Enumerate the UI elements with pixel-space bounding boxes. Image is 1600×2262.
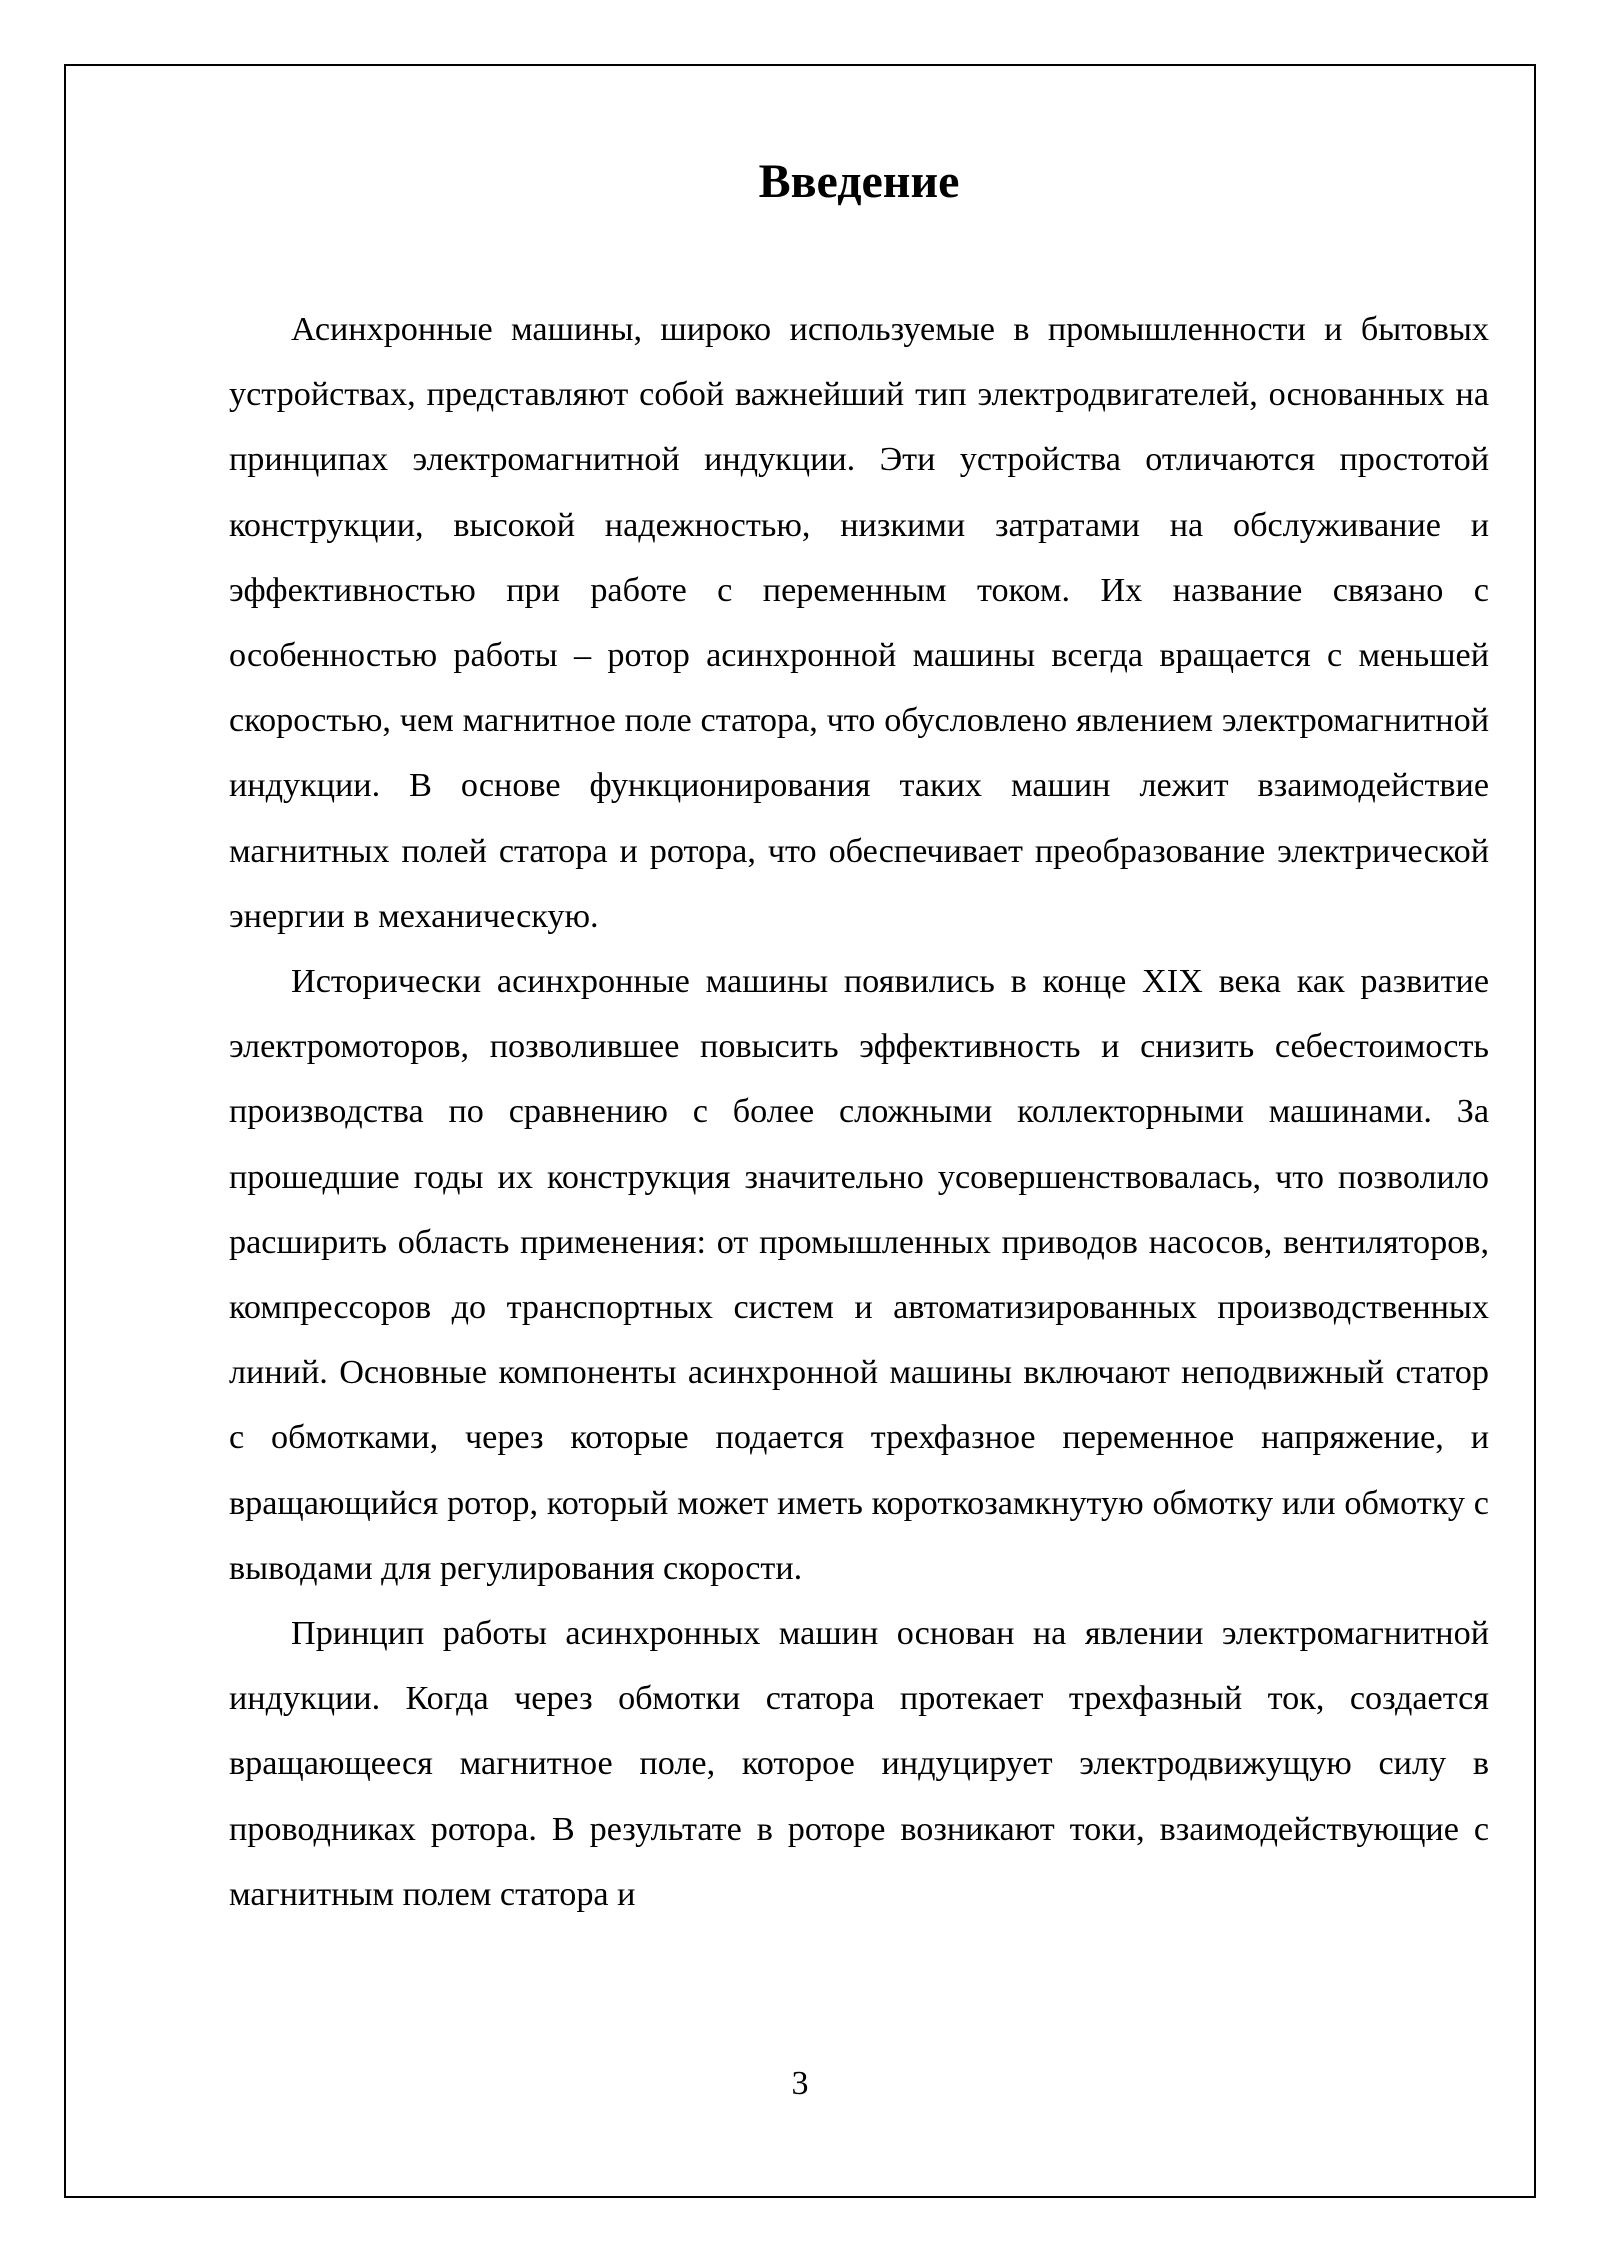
paragraph-1: Асинхронные машины, широко используемые в промышленности и бытовых устройствах, представляют собой важнейший тип электродвигателей, основанных на принципах электромагнитной индукции. Эти устройства отличаются простотой конструкции, высокой надежностью, низкими затратами на обслуживание и эффективностью при работе с переменным током. Их название связано с особенностью работы – ротор асинхронной машины всегда вращается с меньшей скоростью, чем магнитное поле статора, что обусловлено явлением электромагнитной индукции. В основе функционирования таких машин лежит взаимодействие магнитных полей статора и ротора, что обеспечивает преобразование электрической энергии в механическую. [229, 311, 1489, 935]
body-text [229, 297, 1489, 1927]
paragraph-2: Исторически асинхронные машины появились в конце XIX века как развитие электромоторов, позволившее повысить эффективность и снизить себестоимость производства по сравнению с более сложными коллекторными машинами. За прошедшие годы их конструкция значительно усовершенствовалась, что позволило расширить область применения: от промышленных приводов насосов, вентиляторов, компрессоров до транспортных систем и автоматизированных производственных линий. Основные компоненты асинхронной машины включают неподвижный статор с обмотками, через которые подается трехфазное переменное напряжение, и вращающийся ротор, который может иметь короткозамкнутую обмотку или обмотку с выводами для регулирования скорости. [229, 963, 1489, 1587]
page-number: 3 [791, 2065, 809, 2102]
section-title: Введение [758, 155, 960, 208]
paragraph-3: Принцип работы асинхронных машин основан на явлении электромагнитной индукции. Когда через обмотки статора протекает трехфазный ток, создается вращающееся магнитное поле, которое индуцирует электродвижущую силу в проводниках ротора. В результате в роторе возникают токи, взаимодействующие с магнитным полем статора и [229, 1615, 1489, 1913]
